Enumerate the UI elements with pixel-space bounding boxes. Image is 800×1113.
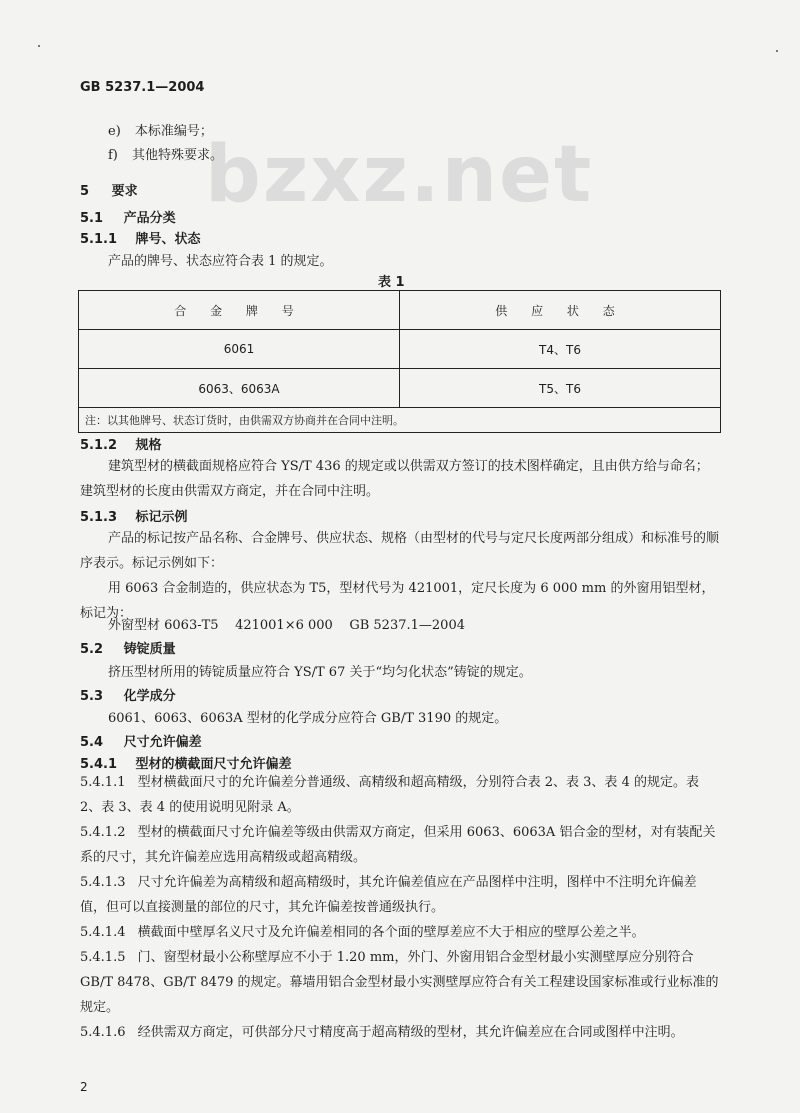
table-cell: 6063、6063A xyxy=(79,369,400,408)
watermark: bzxz.net xyxy=(205,130,594,220)
marking-example: 外窗型材 6063-T5 421001×6 000 GB 5237.1—2004 xyxy=(108,618,465,633)
section-5-3-body: 6061、6063、6063A 型材的化学成分应符合 GB/T 3190 的规定。 xyxy=(108,711,508,726)
table-note: 注：以其他牌号、状态订货时，由供需双方协商并在合同中注明。 xyxy=(79,408,721,433)
section-5-1-2-heading xyxy=(80,434,162,453)
section-title: 牌号、状态 xyxy=(135,232,201,247)
section-5-heading xyxy=(80,180,138,199)
section-5-1-3-body-2: 用 6063 合金制造的，供应状态为 T5，型材代号为 421001，定尺长度为 6 000 mm 的外窗用铝型材，标记为： xyxy=(80,581,715,621)
section-title: 铸锭质量 xyxy=(123,642,176,657)
section-5-4-1-5 xyxy=(80,945,720,1020)
table-header-cell: 供 应 状 态 xyxy=(400,291,721,330)
list-text: 其他特殊要求。 xyxy=(132,148,224,163)
section-body: 门、窗型材最小公称壁厚应不小于 1.20 mm，外门、外窗用铝合金型材最小实测壁厚应分别符合 GB/T 8478、GB/T 8479 的规定。幕墙用铝合金型材最小实测壁厚应符合有关工程建设国家标准或行业标准的规定。 xyxy=(80,950,719,1015)
scan-speck xyxy=(38,45,40,47)
section-5-1-3-body-1: 产品的标记按产品名称、合金牌号、供应状态、规格（由型材的代号与定尺长度两部分组成）和标准号的顺序表示。标记示例如下： xyxy=(80,531,720,571)
list-label: f) xyxy=(108,148,118,163)
section-title: 产品分类 xyxy=(123,211,176,226)
section-5-4-1-2 xyxy=(80,820,720,870)
section-title: 尺寸允许偏差 xyxy=(123,735,202,750)
section-number: 5.4.1.5 xyxy=(80,950,126,965)
section-number: 5.4.1.3 xyxy=(80,875,126,890)
table-cell: T5、T6 xyxy=(400,369,721,408)
scan-speck xyxy=(776,50,778,52)
section-5-1-1-heading xyxy=(80,228,201,247)
section-title: 化学成分 xyxy=(123,689,176,704)
section-5-1-heading xyxy=(80,207,176,226)
section-number: 5.3 xyxy=(80,689,104,704)
section-body: 经供需双方商定，可供部分尺寸精度高于超高精级的型材，其允许偏差应在合同或图样中注明。 xyxy=(137,1025,684,1040)
section-5-1-1-body: 产品的牌号、状态应符合表 1 的规定。 xyxy=(108,254,333,269)
section-5-1-2-body: 建筑型材的横截面规格应符合 YS/T 436 的规定或以供需双方签订的技术图样确定，且由供方给与命名；建筑型材的长度由供需双方商定，并在合同中注明。 xyxy=(80,459,709,499)
list-item-f xyxy=(108,144,223,163)
section-5-3-heading xyxy=(80,685,176,704)
section-5-2-body: 挤压型材所用的铸锭质量应符合 YS/T 67 关于“均匀化状态”铸锭的规定。 xyxy=(108,665,532,680)
table-note-row xyxy=(79,408,721,433)
page-number: 2 xyxy=(80,1080,88,1094)
section-number: 5.4.1.6 xyxy=(80,1025,126,1040)
list-item-e xyxy=(108,120,213,139)
section-number: 5.4.1.1 xyxy=(80,775,126,790)
section-body: 尺寸允许偏差为高精级和超高精级时，其允许偏差值应在产品图样中注明，图样中不注明允许偏差值，但可以直接测量的部位的尺寸，其允许偏差按普通级执行。 xyxy=(80,875,697,915)
section-number: 5.1 xyxy=(80,211,104,226)
section-number: 5.4.1.2 xyxy=(80,825,126,840)
section-number: 5.1.3 xyxy=(80,510,118,525)
section-number: 5 xyxy=(80,184,90,199)
table-cell: T4、T6 xyxy=(400,330,721,369)
section-number: 5.1.1 xyxy=(80,232,118,247)
section-5-2-heading xyxy=(80,638,176,657)
section-title: 规格 xyxy=(135,438,162,453)
section-5-4-1-6 xyxy=(80,1020,720,1045)
section-title: 型材的横截面尺寸允许偏差 xyxy=(135,757,292,772)
section-number: 5.1.2 xyxy=(80,438,118,453)
section-number: 5.2 xyxy=(80,642,104,657)
table-row xyxy=(79,369,721,408)
table-header-cell: 合 金 牌 号 xyxy=(79,291,400,330)
section-title: 要求 xyxy=(111,184,138,199)
table-cell: 6061 xyxy=(79,330,400,369)
section-body: 型材的横截面尺寸允许偏差等级由供需双方商定，但采用 6063、6063A 铝合金的型材，对有装配关系的尺寸，其允许偏差应选用高精级或超高精级。 xyxy=(80,825,716,865)
section-body: 型材横截面尺寸的允许偏差分普通级、高精级和超高精级，分别符合表 2、表 3、表 4 的规定。表 2、表 3、表 4 的使用说明见附录 A。 xyxy=(80,775,699,815)
section-body: 横截面中壁厚名义尺寸及允许偏差相同的各个面的壁厚差应不大于相应的壁厚公差之半。 xyxy=(137,925,645,940)
section-number: 5.4.1.4 xyxy=(80,925,126,940)
list-label: e) xyxy=(108,124,121,139)
section-title: 标记示例 xyxy=(135,510,188,525)
section-number: 5.4.1 xyxy=(80,757,118,772)
standard-code: GB 5237.1—2004 xyxy=(80,80,205,95)
section-5-4-heading xyxy=(80,731,202,750)
section-5-4-1-3 xyxy=(80,870,720,920)
section-5-1-3-heading xyxy=(80,506,188,525)
table-header-row xyxy=(79,291,721,330)
section-number: 5.4 xyxy=(80,735,104,750)
table-caption: 表 1 xyxy=(378,275,405,290)
section-5-4-1-1 xyxy=(80,770,720,820)
table-row xyxy=(79,330,721,369)
list-text: 本标准编号； xyxy=(134,124,213,139)
section-5-4-1-4 xyxy=(80,920,720,945)
table-1 xyxy=(78,290,721,433)
